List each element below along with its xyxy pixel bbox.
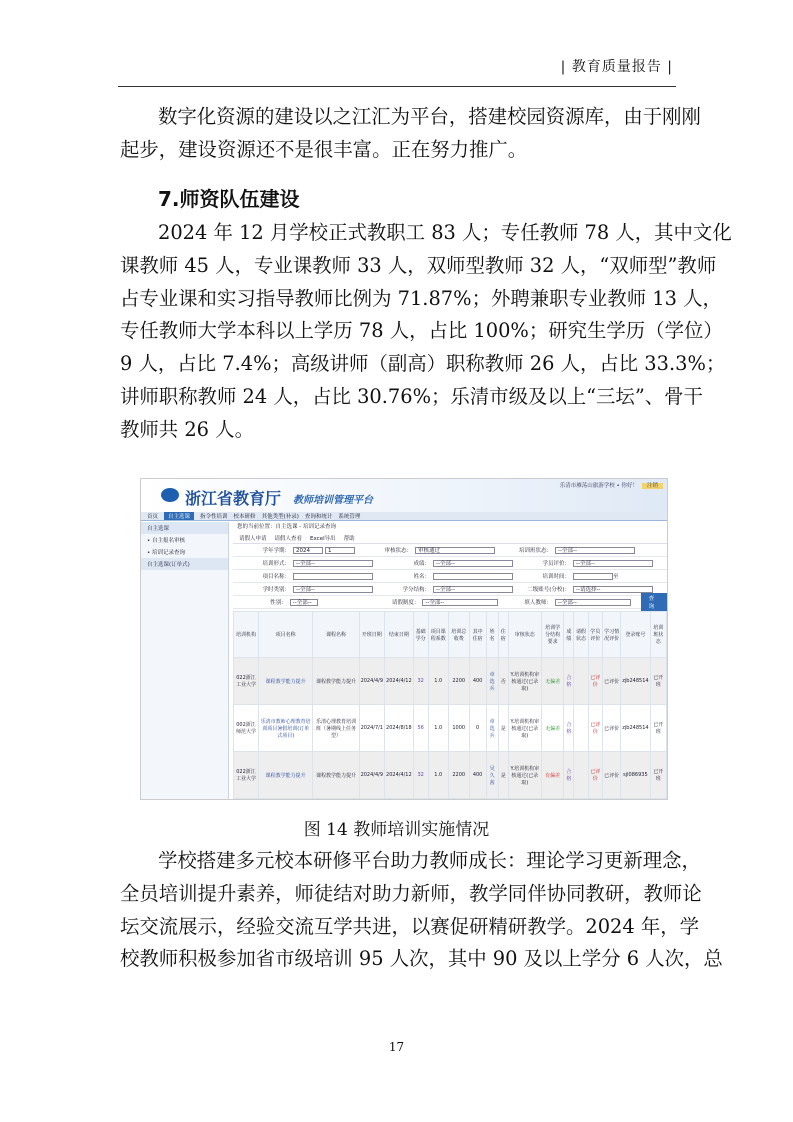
header-divider xyxy=(118,86,676,87)
table-cell: Y.培训机构审核通过(已录取) xyxy=(508,705,541,752)
nav-item[interactable]: 校本研修 xyxy=(233,514,256,520)
table-cell: 2200 xyxy=(448,752,469,799)
embedded-screenshot xyxy=(140,478,668,800)
paragraph-2 xyxy=(120,217,732,447)
breadcrumb: 您的当前位置：自主选课 - 培训记录查询 xyxy=(237,524,336,530)
name-input[interactable] xyxy=(433,573,513,580)
text-line: 校教师积极参加省市级培训 95 人次，其中 90 及以上学分 6 人次，总 xyxy=(120,947,723,971)
nav-item[interactable]: 其他类型(补录) xyxy=(261,514,299,520)
main-panel xyxy=(233,522,667,799)
label: 审核状态： xyxy=(384,548,412,554)
label: 项目名称： xyxy=(262,574,290,580)
teacher-select[interactable]: --全部-- xyxy=(555,599,631,606)
leave-select[interactable]: --全部-- xyxy=(422,599,498,606)
score-select[interactable]: --全部-- xyxy=(433,560,513,567)
label: 姓名： xyxy=(413,574,430,580)
toolbar-button[interactable]: Excel导出 xyxy=(310,535,336,542)
mode-select[interactable]: --全部-- xyxy=(293,560,373,567)
table-cell: 1000 xyxy=(448,705,469,752)
table-cell: 022浙江工业大学 xyxy=(234,752,259,799)
table-cell: 合格 xyxy=(564,658,574,705)
column-header: 培训机构 xyxy=(234,612,259,658)
sidebar-item[interactable]: • 自主报名审核 xyxy=(147,538,185,544)
label: 培训班状态： xyxy=(518,548,552,554)
label: 学年学期： xyxy=(262,548,290,554)
table-cell[interactable]: 乐清市教师心理教育培训项目暑假培训(订单式项目) xyxy=(259,705,313,752)
toolbar-button[interactable]: 请假人申请 xyxy=(239,535,267,542)
table-cell: 1.0 xyxy=(428,658,448,705)
table-cell[interactable]: 课程教学能力提升 xyxy=(259,658,313,705)
struct-select[interactable]: --全部-- xyxy=(433,586,513,593)
table-cell: 0 xyxy=(469,705,486,752)
table-cell: 022浙江工业大学 xyxy=(234,658,259,705)
text-line: 学校搭建多元校本研修平台助力教师成长：理论学习更新理念， xyxy=(158,849,701,872)
table-cell: sjl086935 xyxy=(621,752,650,799)
column-header: 其中住宿 xyxy=(469,612,486,658)
table-cell: 1.0 xyxy=(428,705,448,752)
table-cell xyxy=(574,752,588,799)
platform-title: 教师培训管理平台 xyxy=(293,495,373,506)
text-line: 讲师职称教师 24 人，占比 30.76%；乐清市级及以上“三坛”、骨干 xyxy=(120,384,703,408)
table-cell: 400 xyxy=(469,752,486,799)
nav-bar xyxy=(141,512,667,521)
user-bar xyxy=(560,481,663,489)
records-table xyxy=(233,611,667,799)
label: 培训形式： xyxy=(262,561,290,567)
label: 请假制度： xyxy=(391,600,420,606)
table-cell: 课程教学能力提升 xyxy=(313,658,359,705)
table-cell: 合格 xyxy=(564,752,574,799)
banner xyxy=(141,479,667,512)
nav-item[interactable]: 查询和统计 xyxy=(304,514,333,520)
hour-select[interactable]: --全部-- xyxy=(293,586,373,593)
table-cell[interactable]: 章选兵 xyxy=(486,705,498,752)
table-cell: 有偏差 xyxy=(541,752,564,799)
table-cell: 2024/7/1 xyxy=(359,705,384,752)
table-cell: 2024/4/12 xyxy=(385,658,414,705)
semester-select[interactable]: 1 xyxy=(325,547,355,554)
column-header: 培训学分结构要求 xyxy=(541,612,564,658)
year-select[interactable]: 2024 xyxy=(293,547,323,554)
table-cell: 已评价 xyxy=(588,705,602,752)
table-cell: 已评价 xyxy=(602,658,620,705)
text-line: 专任教师大学本科以上学历 78 人，占比 100%；研究生学历（学位） xyxy=(120,319,723,343)
table-cell[interactable]: 课程教学能力提升 xyxy=(259,752,313,799)
label: 性别： xyxy=(270,600,287,606)
column-header: 成绩 xyxy=(564,612,574,658)
column-header: 登录账号 xyxy=(621,612,650,658)
table-cell: 2024/4/9 xyxy=(359,658,384,705)
table-cell: 无偏差 xyxy=(541,658,564,705)
project-input[interactable] xyxy=(293,573,373,580)
table-cell: 无偏差 xyxy=(541,705,564,752)
table-cell: 2024/4/9 xyxy=(359,752,384,799)
table-cell: 2024/8/18 xyxy=(385,705,414,752)
column-header: 审核状态 xyxy=(508,612,541,658)
column-header: 结束日期 xyxy=(385,612,414,658)
nav-item[interactable]: 指令性培训 xyxy=(200,514,228,520)
table-cell: zjb248514 xyxy=(621,705,650,752)
table-row xyxy=(234,752,667,799)
sidebar-item[interactable]: 自主选课 xyxy=(141,522,228,534)
label: 学分结构： xyxy=(402,587,430,593)
table-cell: 否 xyxy=(498,658,508,705)
table-cell[interactable]: 吴久茜 xyxy=(486,752,498,799)
column-header: 请假状态 xyxy=(574,612,588,658)
toolbar-button[interactable]: 请假人查看 xyxy=(274,535,303,542)
table-cell: 已评价 xyxy=(588,752,602,799)
table-row xyxy=(234,705,667,752)
to-label: 至 xyxy=(613,574,619,580)
label: 培训时间： xyxy=(542,574,570,580)
section-heading: 7.师资队伍建设 xyxy=(158,187,300,211)
toolbar-button[interactable]: 帮助 xyxy=(343,535,355,542)
table-cell xyxy=(574,658,588,705)
logout-button[interactable]: 注销 xyxy=(642,483,663,489)
label: 学员评价： xyxy=(542,561,570,567)
filter-form xyxy=(233,544,667,609)
table-cell: 已评价 xyxy=(602,752,620,799)
sidebar xyxy=(141,522,229,799)
nav-item[interactable]: 自主选课 xyxy=(164,512,194,520)
table-cell: 400 xyxy=(469,658,486,705)
column-header: 学习情况评价 xyxy=(602,612,620,658)
table-cell: 是 xyxy=(498,752,508,799)
column-header: 学员评价 xyxy=(588,612,602,658)
nav-item[interactable]: 系统管理 xyxy=(338,514,361,520)
table-cell: 已评价 xyxy=(588,658,602,705)
table-cell: 乐清心理教育培训班（暑期线上任务型） xyxy=(313,705,359,752)
column-header: 姓名 xyxy=(486,612,498,658)
table-cell: 已评价 xyxy=(602,705,620,752)
table-cell: 课程教学能力提升 xyxy=(313,752,359,799)
table-cell: Y.培训机构审核通过(已录取) xyxy=(508,752,541,799)
toolbar xyxy=(233,532,667,544)
label: 学时类别： xyxy=(262,587,290,593)
column-header: 开班日期 xyxy=(359,612,384,658)
figure-caption: 图 14 教师培训实施情况 xyxy=(303,820,490,840)
column-header: 基础学分 xyxy=(413,612,428,658)
sex-select[interactable]: --全部-- xyxy=(290,599,319,606)
eval-select[interactable]: --全部-- xyxy=(573,560,653,567)
date-input[interactable] xyxy=(573,573,613,580)
table-cell: 已开班 xyxy=(650,658,666,705)
logo-icon xyxy=(161,488,179,502)
column-header: 住宿 xyxy=(498,612,508,658)
sub-select[interactable]: --请选择-- xyxy=(573,586,653,593)
table-cell: 32 xyxy=(413,658,428,705)
class-status-select[interactable]: --全部-- xyxy=(555,547,635,554)
table-cell: 是 xyxy=(498,705,508,752)
table-cell: 已开班 xyxy=(650,752,666,799)
label: 成绩： xyxy=(413,561,430,567)
table-cell: 2024/4/12 xyxy=(385,752,414,799)
table-cell: zjb248514 xyxy=(621,658,650,705)
paragraph-1 xyxy=(120,101,701,167)
text-line: 全员培训提升素养，师徒结对助力新师，教学同伴协同教研，教师论 xyxy=(120,881,702,905)
table-cell: 32 xyxy=(413,752,428,799)
text-line: 占专业课和实习指导教师比例为 71.87%；外聘兼职专业教师 13 人， xyxy=(120,286,722,310)
text-line: 课教师 45 人，专业课教师 33 人，双师型教师 32 人，“双师型”教师 xyxy=(120,253,717,277)
table-cell: 1.0 xyxy=(428,752,448,799)
audit-select[interactable]: 审核通过 xyxy=(415,547,495,554)
table-cell xyxy=(574,705,588,752)
column-header: 项目名称 xyxy=(259,612,313,658)
paragraph-3 xyxy=(120,845,723,976)
header-title: | 教育质量报告 | xyxy=(560,59,673,75)
table-cell: 合格 xyxy=(564,705,574,752)
table-cell: 002浙江师范大学 xyxy=(234,705,259,752)
column-header: 项目课程系数 xyxy=(428,612,448,658)
column-header: 培训班状态 xyxy=(650,612,666,658)
text-line: 起步，建设资源还不是很丰富。正在努力推广。 xyxy=(120,137,528,161)
table-cell: 已开班 xyxy=(650,705,666,752)
column-header: 培训总收费 xyxy=(448,612,469,658)
label: 填人教师： xyxy=(524,600,552,606)
table-row xyxy=(234,658,667,705)
text-line: 教师共 26 人。 xyxy=(120,417,254,441)
text-line: 坛交流展示，经验交流互学共进，以赛促研精研教学。2024 年，学 xyxy=(120,914,700,938)
table-cell: 2200 xyxy=(448,658,469,705)
sidebar-item[interactable]: 自主选课(订单式) xyxy=(141,558,228,570)
nav-item[interactable]: 首页 xyxy=(147,514,159,520)
sidebar-item[interactable]: • 培训记录查询 xyxy=(147,550,185,556)
page-number: 17 xyxy=(388,1040,405,1054)
label: 二级账号(分校)： xyxy=(527,587,570,593)
text-line: 9 人，占比 7.4%；高级讲师（副高）职称教师 26 人，占比 33.3%； xyxy=(120,352,726,376)
table-cell[interactable]: 章选兵 xyxy=(486,658,498,705)
column-header: 课程名称 xyxy=(313,612,359,658)
table-cell: 56 xyxy=(413,705,428,752)
query-button[interactable]: 查询 xyxy=(641,593,667,611)
brand: 浙江省教育厅 xyxy=(185,489,282,508)
table-cell: Y.培训机构审核通过(已录取) xyxy=(508,658,541,705)
user-greeting: 乐清市雁荡山旅游学校 • 你好！ xyxy=(559,483,638,489)
text-line: 数字化资源的建设以之江汇为平台，搭建校园资源库，由于刚刚 xyxy=(158,105,701,128)
text-line: 2024 年 12 月学校正式教职工 83 人；专任教师 78 人，其中文化 xyxy=(158,221,732,244)
